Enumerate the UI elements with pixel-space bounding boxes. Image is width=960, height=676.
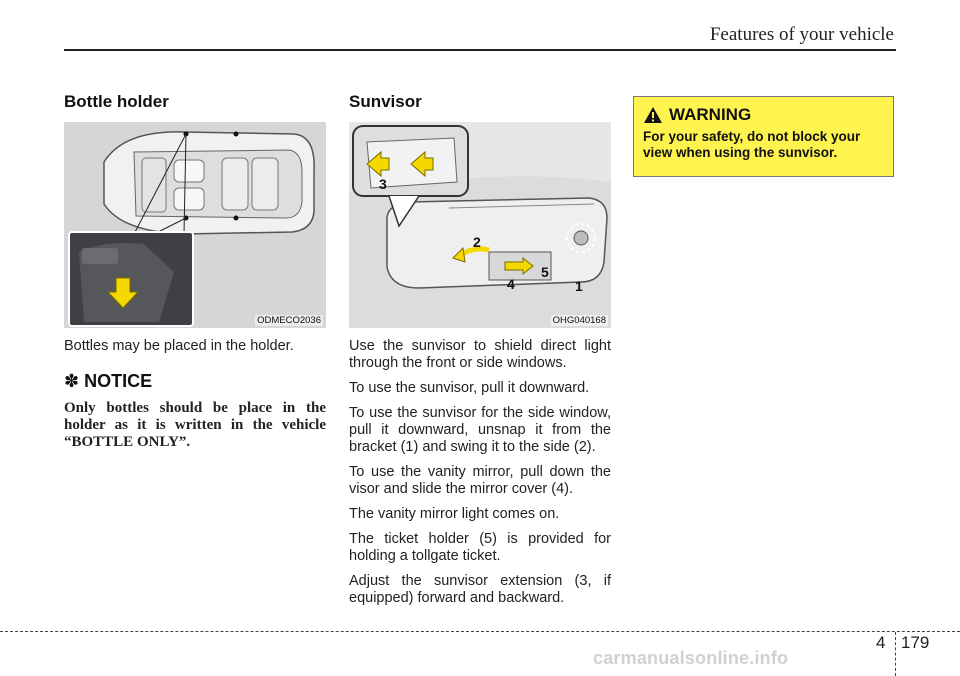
watermark: carmanualsonline.info [593,648,789,668]
bottle-holder-heading: Bottle holder [64,92,169,111]
car-interior-illustration [64,122,326,328]
notice-text: Only bottles should be place in the holder as it is written in the vehicle “BOTTLE ONLY”. [64,400,326,450]
bottle-holder-text: Bottles may be placed in the holder. [64,338,294,354]
warning-header [643,105,885,125]
sunvisor-paragraph: The vanity mirror light comes on. [349,506,560,522]
bottle-holder-section [64,92,326,451]
warning-text: For your safety, do not block your view when using the sunvisor. [643,129,861,160]
sunvisor-instructions [349,338,611,607]
figure-code: OHG040168 [552,315,606,326]
callout-3: 3 [379,176,387,192]
sunvisor-paragraph: Adjust the sunvisor extension (3, if equipped) forward and backward. [349,573,611,606]
sunvisor-paragraph: To use the sunvisor for the side window, pull it downward, unsnap it from the bracket (1) and swing it to the side (2). [349,405,611,455]
sunvisor-section [349,92,611,615]
notice-title: ✽ NOTICE [64,371,153,391]
page-number-divider [895,632,896,676]
sunvisor-paragraph: Use the sunvisor to shield direct light through the front or side windows. [349,338,611,371]
footer-rule [0,631,960,632]
chapter-number: 4 [876,633,886,652]
warning-box [633,96,894,177]
callout-4: 4 [507,276,515,292]
page-header-title: Features of your vehicle [709,24,894,45]
warning-section [633,96,896,177]
sunvisor-figure [349,122,611,328]
sunvisor-paragraph: The ticket holder (5) is provided for holding a tollgate ticket. [349,531,611,564]
figure-code: ODMECO2036 [257,315,321,326]
sunvisor-heading: Sunvisor [349,92,422,111]
sunvisor-illustration [349,122,611,328]
sunvisor-paragraph: To use the sunvisor, pull it downward. [349,380,590,396]
warning-triangle-icon [643,106,663,124]
sunvisor-paragraph: To use the vanity mirror, pull down the visor and slide the mirror cover (4). [349,464,611,497]
header-rule [64,49,896,51]
callout-5: 5 [541,264,549,280]
warning-title: WARNING [669,105,752,124]
callout-2: 2 [473,234,481,250]
bottle-holder-figure [64,122,326,328]
page-number: 179 [901,633,930,652]
callout-1: 1 [575,278,583,294]
